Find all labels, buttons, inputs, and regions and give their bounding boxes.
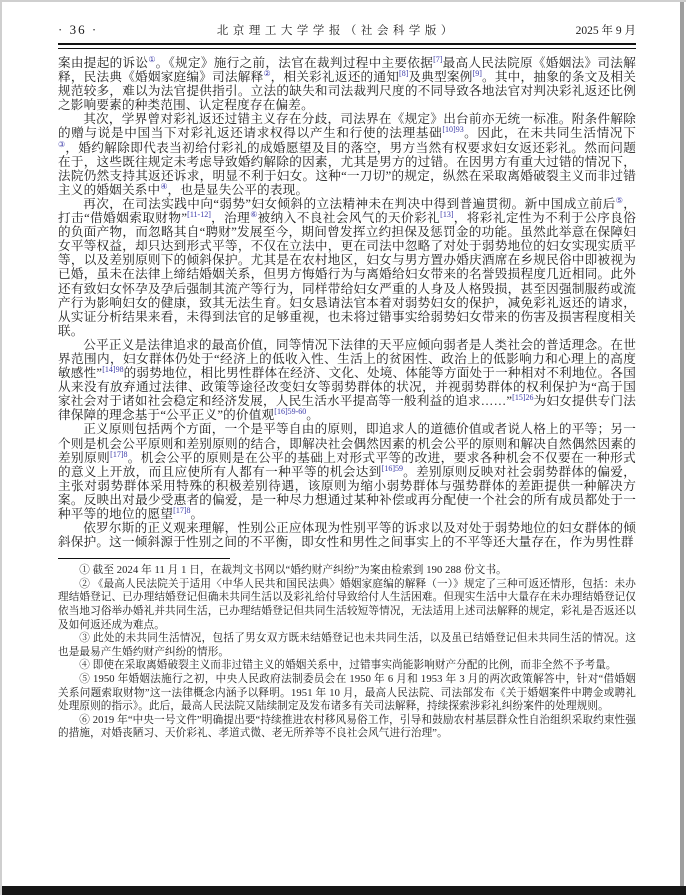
scan-edge-bottom [2,886,686,895]
reference-marker: [7] [433,54,443,64]
footnote-item: ⑤ 1950 年婚姻法施行之初，中央人民政府法制委员会在 1950 年 6 月和 1953 年 3 月的两次政策解答中，针对“借婚姻关系问题索取财物”这一法律概念内涵予以释明。1951 年 10 月，最高人民法院、司法部发布《关于婚姻案件中聘金或聘礼处理原则的指示》。此后，最高人民法院又陆续制定及发布诸多有关司法解释，持续探索涉彩礼纠纷案件的处理规则。 [58,674,636,713]
reference-marker: ① [148,54,156,64]
body-paragraph: 公平正义是法律追求的最高价值，同等情况下法律的天平应倾向弱者是人类社会的普适理念。在世界范围内，妇女群体仍处于“经济上的低收入性、生活上的贫困性、政治上的低影响力和心理上的高度敏感性”$^{[14]98}$的弱势地位，相比男性群体在经济、文化、处境、体能等方面处于一种相对不利地位。各国从来没有放弃通过法律、政策等途径改变妇女等弱势群体的状况，并视弱势群体的权利保护为“高于国家社会对于诸如社会稳定和经济发展，人民生活水平提高等一般利益的追求……”$^{[15]26}$为妇女提供专门法律保障的理念基于“公平正义”的价值观$^{[16]59-60}$。 [58,337,637,423]
reference-marker: [16]59-60 [274,407,307,417]
footnote-item: ④ 即使在采取离婚破裂主义而非过错主义的婚姻关系中，过错事实尚能影响财产分配的比例，而非全然不予考量。 [79,660,617,672]
reference-marker: [17]8 [173,505,191,515]
reference-marker: ⑤ [615,195,624,205]
body-paragraph: 案由提起的诉讼①。《规定》施行之前，法官在裁判过程中主要依据[7]最高人民法院原《婚姻法》司法解释，民法典《婚姻家庭编》司法解释②，相关彩礼返还的通知[8]及典型案例[9]。其中，抽象的条文及相关规范较多，难以为法官提供指引。立法的缺失和司法裁判尺度的不同导致各地法官对判决彩礼返还比例之影响要素的种类范围、认定程度存在偏差。 [58,54,637,113]
reference-marker: ④ [160,181,168,191]
header-double-rule [58,43,636,49]
reference-marker: ② [263,68,271,78]
reference-marker: ⑥ [250,209,258,219]
reference-marker: [17]8 [110,449,128,459]
journal-title: 北京理工大学学报（社会科学版） [216,25,457,37]
footnote-list [58,564,636,741]
reference-marker: [10]93 [442,125,464,135]
body-paragraph: 依罗尔斯的正义观来理解，性别公正应体现为性别平等的诉求以及对处于弱势地位的妇女群体的倾斜保护。这一倾斜源于性别之间的不平衡，即女性和男性之间事实上的不平等还大量存在，作为男性群 [58,521,636,550]
body-paragraph: 其次，学界曾对彩礼返还过错主义存在分歧，司法界在《规定》出台前亦无统一标准。附条件解除的赠与说是中国当下对彩礼返还请求权得以产生和行使的法理基础$^{[10]93}$。因此，在未共同生活情况下③，婚约解除即代表当初给付彩礼的成婚愿望及目的落空，男方当然有权要求妇女返还彩礼。然而问题在于，这些既往规定未考虑导致婚约解除的因素，尤其是男方的过错。在因男方有重大过错的情况下，法院仍然支持其返还诉求，明显不利于妇女。这种“一刀切”的规定，纵然在采取离婚破裂主义而非过错主义的婚姻关系中④，也是显失公平的表现。 [58,112,636,197]
footnote-item: ② 《最高人民法院关于适用〈中华人民共和国民法典〉婚姻家庭编的解释（一）》规定了三种可返还情形，包括：未办理结婚登记、已办理结婚登记但确未共同生活以及彩礼给付导致给付人生活困难。但现实生活中大量存在未办理结婚登记仅依当地习俗举办婚礼并共同生活，已办理结婚登记但共同生活较短等情况，无法适用上述司法解释的规定，彩礼是否返还以及如何返还成为难点。 [58,578,636,631]
body-paragraph: 正义原则包括两个方面，一个是平等自由的原则，即追求人的道德价值或者说人格上的平等；另一个则是机会公平原则和差别原则的结合，即解决社会偶然因素的机会公平的原则和解决自然偶然因素的差别原则$^{[17]8}$。机会公平的原则是在公平的基础上对形式平等的改进，要求各种机会不仅要在一种形式的意义上开放，而且应使所有人都有一种平等的机会达到$^{[16]59}$。差别原则反映对社会弱势群体的偏爱，主张对弱势群体采用特殊的积极差别待遇，该原则为缩小弱势群体与强势群体的差距提供一种解决方案。反映出对最少受惠者的偏爱，是一种尽力想通过某种补偿或再分配使一个社会的所有成员都处于一种平等的地位的愿望$^{[17]8}$。 [58,422,637,521]
reference-marker: [8] [399,68,409,78]
reference-marker: [9] [472,68,482,78]
page-header [58,22,636,38]
article-body [58,56,636,549]
footnote-item: ① 截至 2024 年 11 月 1 日，在裁判文书网以“婚约财产纠纷”为案由检索到 190 288 份文书。 [79,565,507,577]
reference-marker: [11-12] [187,209,211,219]
footnote-item: ⑥ 2019 年“中央一号文件”明确提出要“持续推进农村移风易俗工作，引导和鼓励农村基层群众性自治组织采取约束性强的措施，对婚丧陋习、天价彩礼、孝道式微、老无所养等不良社会风气进行治理”。 [58,714,636,740]
reference-marker: [15]26 [512,393,534,403]
footnote-separator [58,558,230,559]
issue-date: 2025 年 9 月 [575,25,636,37]
page-content [2,2,686,741]
page-number: · 36 · [58,22,99,37]
reference-marker: [14]98 [102,364,124,374]
reference-marker: [13] [440,209,454,219]
reference-marker: [16]59 [381,463,403,473]
reference-marker: ③ [58,139,66,149]
footnote-item: ③ 此处的未共同生活情况，包括了男女双方既未结婚登记也未共同生活，以及虽已结婚登记但未共同生活的情况。这也是最易产生婚约财产纠纷的情形。 [58,633,636,658]
body-paragraph: 再次，在司法实践中向“弱势”妇女倾斜的立法精神未在判决中得到普遍贯彻。新中国成立前后⑤，打击“借婚姻索取财物”[11-12]，治理⑥被纳入不良社会风气的天价彩礼[13]，将彩礼定性为不利于公序良俗的负面产物，而忽略其自“聘财”发展至今，期间曾发挥立约担保及惩罚金的功能。虽然此举意在保障妇女平等权益，却只达到形式平等，不仅在立法中，更在司法中忽略了对处于弱势地位的妇女实现实质平等，以及差别原则下的倾斜保护。尤其是在农村地区，妇女与男方置办婚庆酒席在乡规民俗中即被视为已婚，虽未在法律上缔结婚姻关系，但男方悔婚行为与离婚给妇女带来的名誉毁损程度几近相同。此外还有致妇女怀孕及孕后强制其流产等行为，同样带给妇女严重的人身及人格毁损，甚至因强制服药或流产行为影响妇女的健康，致其无法生育。妇女恳请法官本着对弱势妇女的保护，减免彩礼返还的请求，从实证分析结果来看，未得到法官的足够重视，也未将过错事实给弱势妇女带来的伤害及损害程度相关联。 [58,195,636,338]
scan-edge-right [680,2,684,895]
